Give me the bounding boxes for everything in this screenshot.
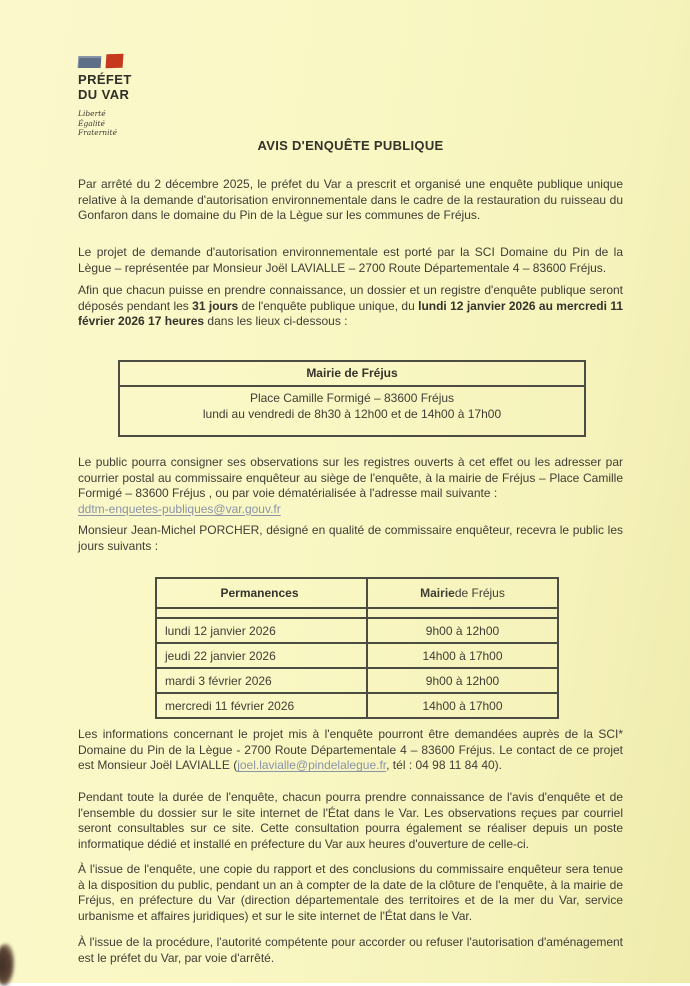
flag-blue-stripe [78, 56, 102, 68]
motto-egalite: Égalité [78, 118, 105, 128]
paragraph-rapport: À l'issue de l'enquête, une copie du rapport et des conclusions du commissaire enquêteur sera tenue à la disposition du public, pendant un an à compter de la date de la clôture de l'enquête, à la mairie de Fréjus, en préfecture du Var (direction départementale des territoires et de la mer du Var, service urbanisme et affaires juridiques) et sur le site internet de l'État dans le Var. [78, 862, 623, 923]
republic-motto [78, 109, 278, 138]
paragraph-arrete: Par arrêté du 2 décembre 2025, le préfet du Var a prescrit et organisé une enquête publique unique relative à la demande d'autorisation environnementale dans le cadre de la restauration du ruisseau du Gonfaron dans le domaine du Pin de la Lègue sur les communes de Fréjus. [78, 177, 623, 222]
schedule-row-1-hours: 9h00 à 12h00 [425, 623, 500, 638]
paragraph-dossier [78, 283, 623, 330]
schedule-col1-header: Permanences [157, 579, 368, 607]
schedule-row-3 [157, 667, 557, 692]
agency-name [78, 72, 278, 102]
paragraph-observations [78, 455, 623, 517]
page-title: AVIS D'ENQUÊTE PUBLIQUE [257, 138, 444, 153]
paragraph-projet: Le projet de demande d'autorisation environnementale est porté par la SCI Domaine du Pin de la Lègue – représentée par Monsieur Joël LAVIALLE – 2700 Route Départementale 4 – 83600 Fréjus. [78, 245, 623, 275]
schedule-col2-header [368, 575, 557, 611]
ink-smudge-artifact [0, 944, 14, 986]
p6-text-1: Les informations concernant le projet mis à l'enquête pourront être demandées auprès de la SCI* Domaine du Pin de la Lègue - 2700 Route Départementale 4 – 83600 Fréjus. Le contact de ce projet est Monsieur Joël LAVIALLE ( [78, 727, 623, 772]
schedule-table [155, 577, 559, 719]
flag-red-stripe [105, 54, 123, 69]
prefecture-logo [78, 54, 278, 138]
schedule-row-4-date: mercredi 11 février 2026 [157, 694, 368, 717]
schedule-row-2-hours: 14h00 à 17h00 [422, 648, 503, 663]
location-table-header: Mairie de Fréjus [120, 362, 584, 387]
location-address: Place Camille Formigé – 83600 Fréjus [249, 391, 455, 405]
schedule-row-4-hours: 14h00 à 17h00 [422, 698, 503, 713]
location-opening-hours: lundi au vendredi de 8h30 à 12h00 et de 14h00 à 17h00 [202, 406, 502, 421]
p3-bold-dates: lundi 12 janvier 2026 au mercredi 11 février 2026 17 heures [78, 298, 624, 328]
p4-text: Le public pourra consigner ses observations sur les registres ouverts à cet effet ou les adresser par courrier postal au commissaire enquêteur au siège de l'enquête, à la mairie de Fréjus – Place Camille Formigé – 83600 Fréjus , ou par voie dématérialisée à l'adresse mail suivante : [78, 455, 623, 500]
paragraph-consultation: Pendant toute la durée de l'enquête, chacun pourra prendre connaissance de l'avis d'enquête et de l'ensemble du dossier sur le site internet de l'État dans le Var. Les observations reçues par courriel seront consultables sur ce site. Cette consultation pourra également se réaliser depuis un poste informatique dédié et installé en préfecture du Var aux heures d'ouverture de celle-ci. [78, 790, 623, 851]
schedule-row-2-date: jeudi 22 janvier 2026 [157, 644, 368, 667]
schedule-row-1-date: lundi 12 janvier 2026 [157, 619, 368, 642]
schedule-row-2 [157, 642, 557, 667]
french-flag-icon [78, 54, 128, 69]
lavialle-email-link[interactable]: joel.lavialle@pindelalegue.fr [237, 758, 387, 772]
paragraph-commissaire: Monsieur Jean-Michel PORCHER, désigné en qualité de commissaire enquêteur, recevra le public les jours suivants : [78, 523, 623, 553]
agency-name-line1: PRÉFET [78, 72, 132, 87]
schedule-header-row [157, 579, 557, 609]
location-table-body [120, 387, 584, 435]
motto-fraternite: Fraternité [78, 128, 117, 137]
paragraph-procedure: À l'issue de la procédure, l'autorité compétente pour accorder ou refuser l'autorisation d'aménagement est le préfet du Var, par voie d'arrêté. [78, 935, 623, 965]
schedule-col2-header-bold: Mairie [420, 586, 455, 600]
schedule-row-3-date: mardi 3 février 2026 [157, 669, 368, 692]
p6-text-2: , tél : 04 98 11 84 40). [386, 758, 502, 772]
p3-text-3: dans les lieux ci-dessous : [204, 314, 348, 328]
schedule-row-4 [157, 692, 557, 717]
motto-liberte: Liberté [78, 109, 106, 118]
schedule-row-1 [157, 617, 557, 642]
location-table [118, 360, 586, 437]
ddtm-email-link[interactable]: ddtm-enquetes-publiques@var.gouv.fr [78, 501, 281, 516]
schedule-col2-header-rest: de Fréjus [454, 586, 505, 600]
p3-bold-duration: 31 jours [192, 298, 239, 313]
schedule-row-3-hours: 9h00 à 12h00 [425, 673, 500, 688]
p3-text-2: de l'enquête publique unique, du [238, 298, 419, 313]
paragraph-informations [78, 727, 623, 774]
p3-text-1: Afin que chacun puisse en prendre connaissance, un dossier et un registre d'enquête publique seront déposés pendant les [78, 283, 623, 313]
agency-name-line2: DU VAR [78, 87, 130, 102]
